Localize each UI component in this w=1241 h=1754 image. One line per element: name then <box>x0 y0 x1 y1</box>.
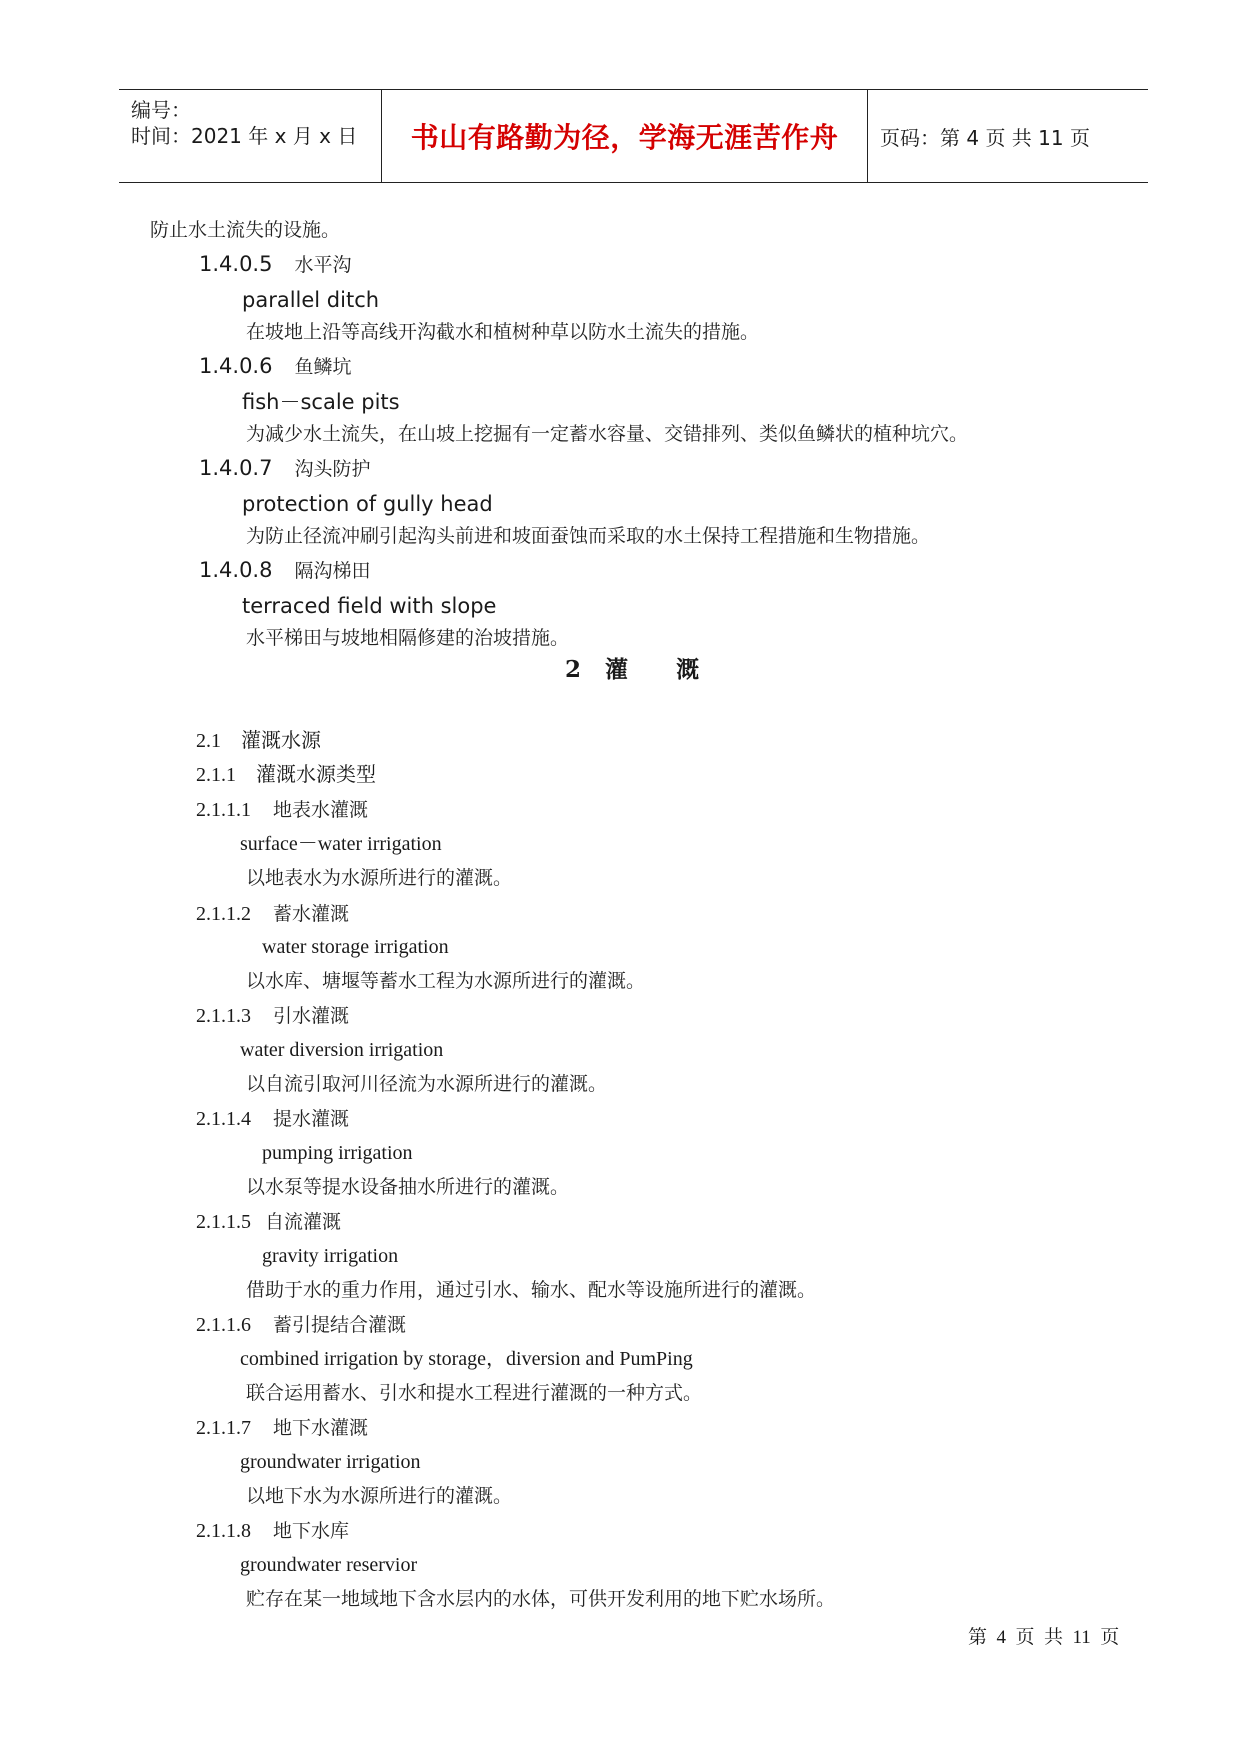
english-term: combined irrigation by storage，diversion and PumPing <box>240 1348 693 1370</box>
definition: 联合运用蓄水、引水和提水工程进行灌溉的一种方式。 <box>246 1382 703 1404</box>
section-number: 1.4.0.8 <box>199 558 273 582</box>
english-term: water diversion irrigation <box>240 1039 444 1061</box>
section-number: 2.1.1.6 <box>196 1314 251 1336</box>
header-meta-cell <box>119 90 381 182</box>
definition: 以地表水为水源所进行的灌溉。 <box>246 867 513 889</box>
section-heading <box>199 252 352 277</box>
english-term: pumping irrigation <box>262 1142 413 1164</box>
section-heading <box>199 558 371 583</box>
definition: 为减少水土流失，在山坡上挖掘有一定蓄水容量、交错排列、类似鱼鳞状的植种坑穴。 <box>246 423 969 445</box>
section-heading <box>196 1106 349 1131</box>
paragraph-line: 防止水土流失的设施。 <box>150 219 341 241</box>
section-title: 蓄水灌溉 <box>273 903 350 925</box>
definition: 借助于水的重力作用，通过引水、输水、配水等设施所进行的灌溉。 <box>246 1279 817 1301</box>
page-header <box>119 89 1148 183</box>
page-footer: 第 4 页 共 11 页 <box>968 1627 1120 1648</box>
english-term: water storage irrigation <box>262 936 449 958</box>
section-title: 引水灌溉 <box>273 1005 350 1027</box>
section-title: 地表水灌溉 <box>273 799 369 821</box>
chapter-title: 2 灌 溉 <box>565 656 700 683</box>
section-heading <box>196 797 368 822</box>
section-title: 提水灌溉 <box>273 1108 350 1130</box>
definition: 水平梯田与坡地相隔修建的治坡措施。 <box>246 627 570 649</box>
section-heading <box>196 1209 341 1234</box>
section-number: 2.1.1.3 <box>196 1005 251 1027</box>
serial-label: 编号： <box>131 98 191 122</box>
section-heading: 2.1 灌溉水源 <box>196 730 321 752</box>
section-title: 沟头防护 <box>294 458 371 480</box>
english-term: surface－water irrigation <box>240 833 442 855</box>
section-title: 水平沟 <box>294 254 352 276</box>
section-title: 地下水库 <box>273 1520 350 1542</box>
section-heading <box>196 1415 368 1440</box>
section-title: 鱼鳞坑 <box>294 356 352 378</box>
section-heading <box>196 1312 406 1337</box>
english-term: protection of gully head <box>242 492 493 516</box>
section-heading <box>196 1518 349 1543</box>
section-number: 2.1.1.4 <box>196 1108 251 1130</box>
definition: 贮存在某一地域地下含水层内的水体，可供开发利用的地下贮水场所。 <box>246 1588 836 1610</box>
page-number-label: 页码：第 4 页 共 11 页 <box>880 125 1090 150</box>
subsection-heading: 2.1.1 灌溉水源类型 <box>196 764 376 786</box>
motto-text: 书山有路勤为径，学海无涯苦作舟 <box>410 121 839 154</box>
definition: 以自流引取河川径流为水源所进行的灌溉。 <box>246 1073 608 1095</box>
section-heading <box>196 1003 349 1028</box>
definition: 以水泵等提水设备抽水所进行的灌溉。 <box>246 1176 570 1198</box>
section-heading <box>199 354 352 379</box>
section-title: 蓄引提结合灌溉 <box>273 1314 407 1336</box>
section-number: 2.1.1.1 <box>196 799 251 821</box>
definition: 在坡地上沿等高线开沟截水和植树种草以防水土流失的措施。 <box>246 321 760 343</box>
section-number: 2.1.1.5 <box>196 1211 251 1233</box>
english-term: terraced field with slope <box>242 594 497 618</box>
header-motto-cell <box>381 90 868 182</box>
english-term: parallel ditch <box>242 288 380 312</box>
section-number: 2.1.1.2 <box>196 903 251 925</box>
header-page-cell <box>868 90 1148 182</box>
section-title: 自流灌溉 <box>265 1211 342 1233</box>
section-title: 地下水灌溉 <box>273 1417 369 1439</box>
section-number: 1.4.0.7 <box>199 456 273 480</box>
definition: 以地下水为水源所进行的灌溉。 <box>246 1485 513 1507</box>
section-heading <box>199 456 371 481</box>
section-number: 1.4.0.6 <box>199 354 273 378</box>
time-label: 时间：2021 年 x 月 x 日 <box>131 124 358 148</box>
english-term: fish－scale pits <box>242 390 400 414</box>
definition: 以水库、塘堰等蓄水工程为水源所进行的灌溉。 <box>246 970 646 992</box>
section-number: 1.4.0.5 <box>199 252 273 276</box>
english-term: groundwater reservior <box>240 1554 418 1576</box>
section-number: 2.1.1.8 <box>196 1520 251 1542</box>
section-heading <box>196 901 349 926</box>
section-number: 2.1.1.7 <box>196 1417 251 1439</box>
english-term: gravity irrigation <box>262 1245 399 1267</box>
english-term: groundwater irrigation <box>240 1451 421 1473</box>
section-title: 隔沟梯田 <box>294 560 371 582</box>
definition: 为防止径流冲刷引起沟头前进和坡面蚕蚀而采取的水土保持工程措施和生物措施。 <box>246 525 931 547</box>
